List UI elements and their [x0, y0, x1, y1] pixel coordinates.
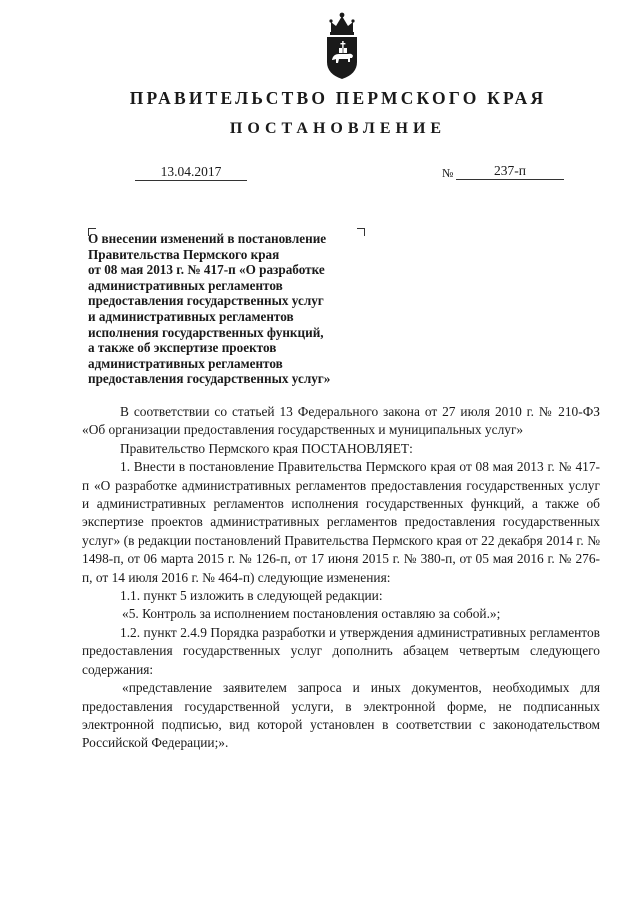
subject-line: предоставления государственных услуг: [88, 293, 324, 309]
number-label: №: [442, 166, 454, 180]
subject-line: а также об экспертизе проектов: [88, 340, 277, 356]
subject-line: исполнения государственных функций,: [88, 324, 324, 340]
subject-line: Правительства Пермского края: [88, 246, 280, 262]
document-body: [82, 403, 600, 753]
subject-line: административных регламентов: [88, 355, 283, 371]
clause-1-paragraph: 1. Внести в постановление Правительства Пермского края от 08 мая 2013 г. № 417-п «О разработке административных регламентов предоставления государственных услуг и административных регламентов исполнения государственных функций, а также об экспертизе проектов административных регламентов предоставления государственных услуг» (в редакции постановлений Правительства Пермского края от 22 декабря 2014 г. № 1498-п, от 06 марта 2015 г. № 126-п, от 17 июня 2015 г. № 380-п, от 05 мая 2016 г. № 276-п, от 14 июля 2016 г. № 464-п) следующие изменения:: [82, 459, 600, 585]
inserted-paragraph-quote: «представление заявителем запроса и иных документов, необходимых для предоставления государственной услуги, в электронной форме, не подписанных электронной подписью, вид которой установлен в соответствии с законодательством Российской Федерации;».: [82, 680, 600, 751]
preamble-paragraph: В соответствии со статьей 13 Федерального закона от 27 июля 2010 г. № 210-ФЗ «Об организации предоставления государственных и муниципальных услуг»: [82, 404, 600, 438]
government-title: ПРАВИТЕЛЬСТВО ПЕРМСКОГО КРАЯ: [129, 88, 547, 108]
clause-5-quote-paragraph: «5. Контроль за исполнением постановления оставляю за собой.»;: [122, 606, 501, 622]
subject-line: предоставления государственных услуг»: [88, 371, 331, 387]
document-subject: [88, 231, 388, 387]
subject-line: и административных регламентов: [88, 308, 294, 324]
subject-line: административных регламентов: [88, 277, 283, 293]
clause-1-1-paragraph: 1.1. пункт 5 изложить в следующей редакции:: [120, 588, 383, 604]
subject-line: от 08 мая 2013 г. № 417-п «О разработке: [88, 262, 325, 278]
clause-1-2-paragraph: 1.2. пункт 2.4.9 Порядка разработки и утверждения административных регламентов предоставления государственных услуг дополнить абзацем четвертым следующего содержания:: [82, 624, 600, 677]
document-type-title: ПОСТАНОВЛЕНИЕ: [229, 120, 447, 137]
document-number: 237-п: [456, 163, 564, 180]
perm-krai-coat-of-arms-icon: [322, 10, 362, 80]
subject-line: О внесении изменений в постановление: [88, 231, 327, 246]
resolution-paragraph: Правительство Пермского края ПОСТАНОВЛЯЕТ:: [120, 440, 413, 456]
document-date: 13.04.2017: [135, 164, 247, 181]
